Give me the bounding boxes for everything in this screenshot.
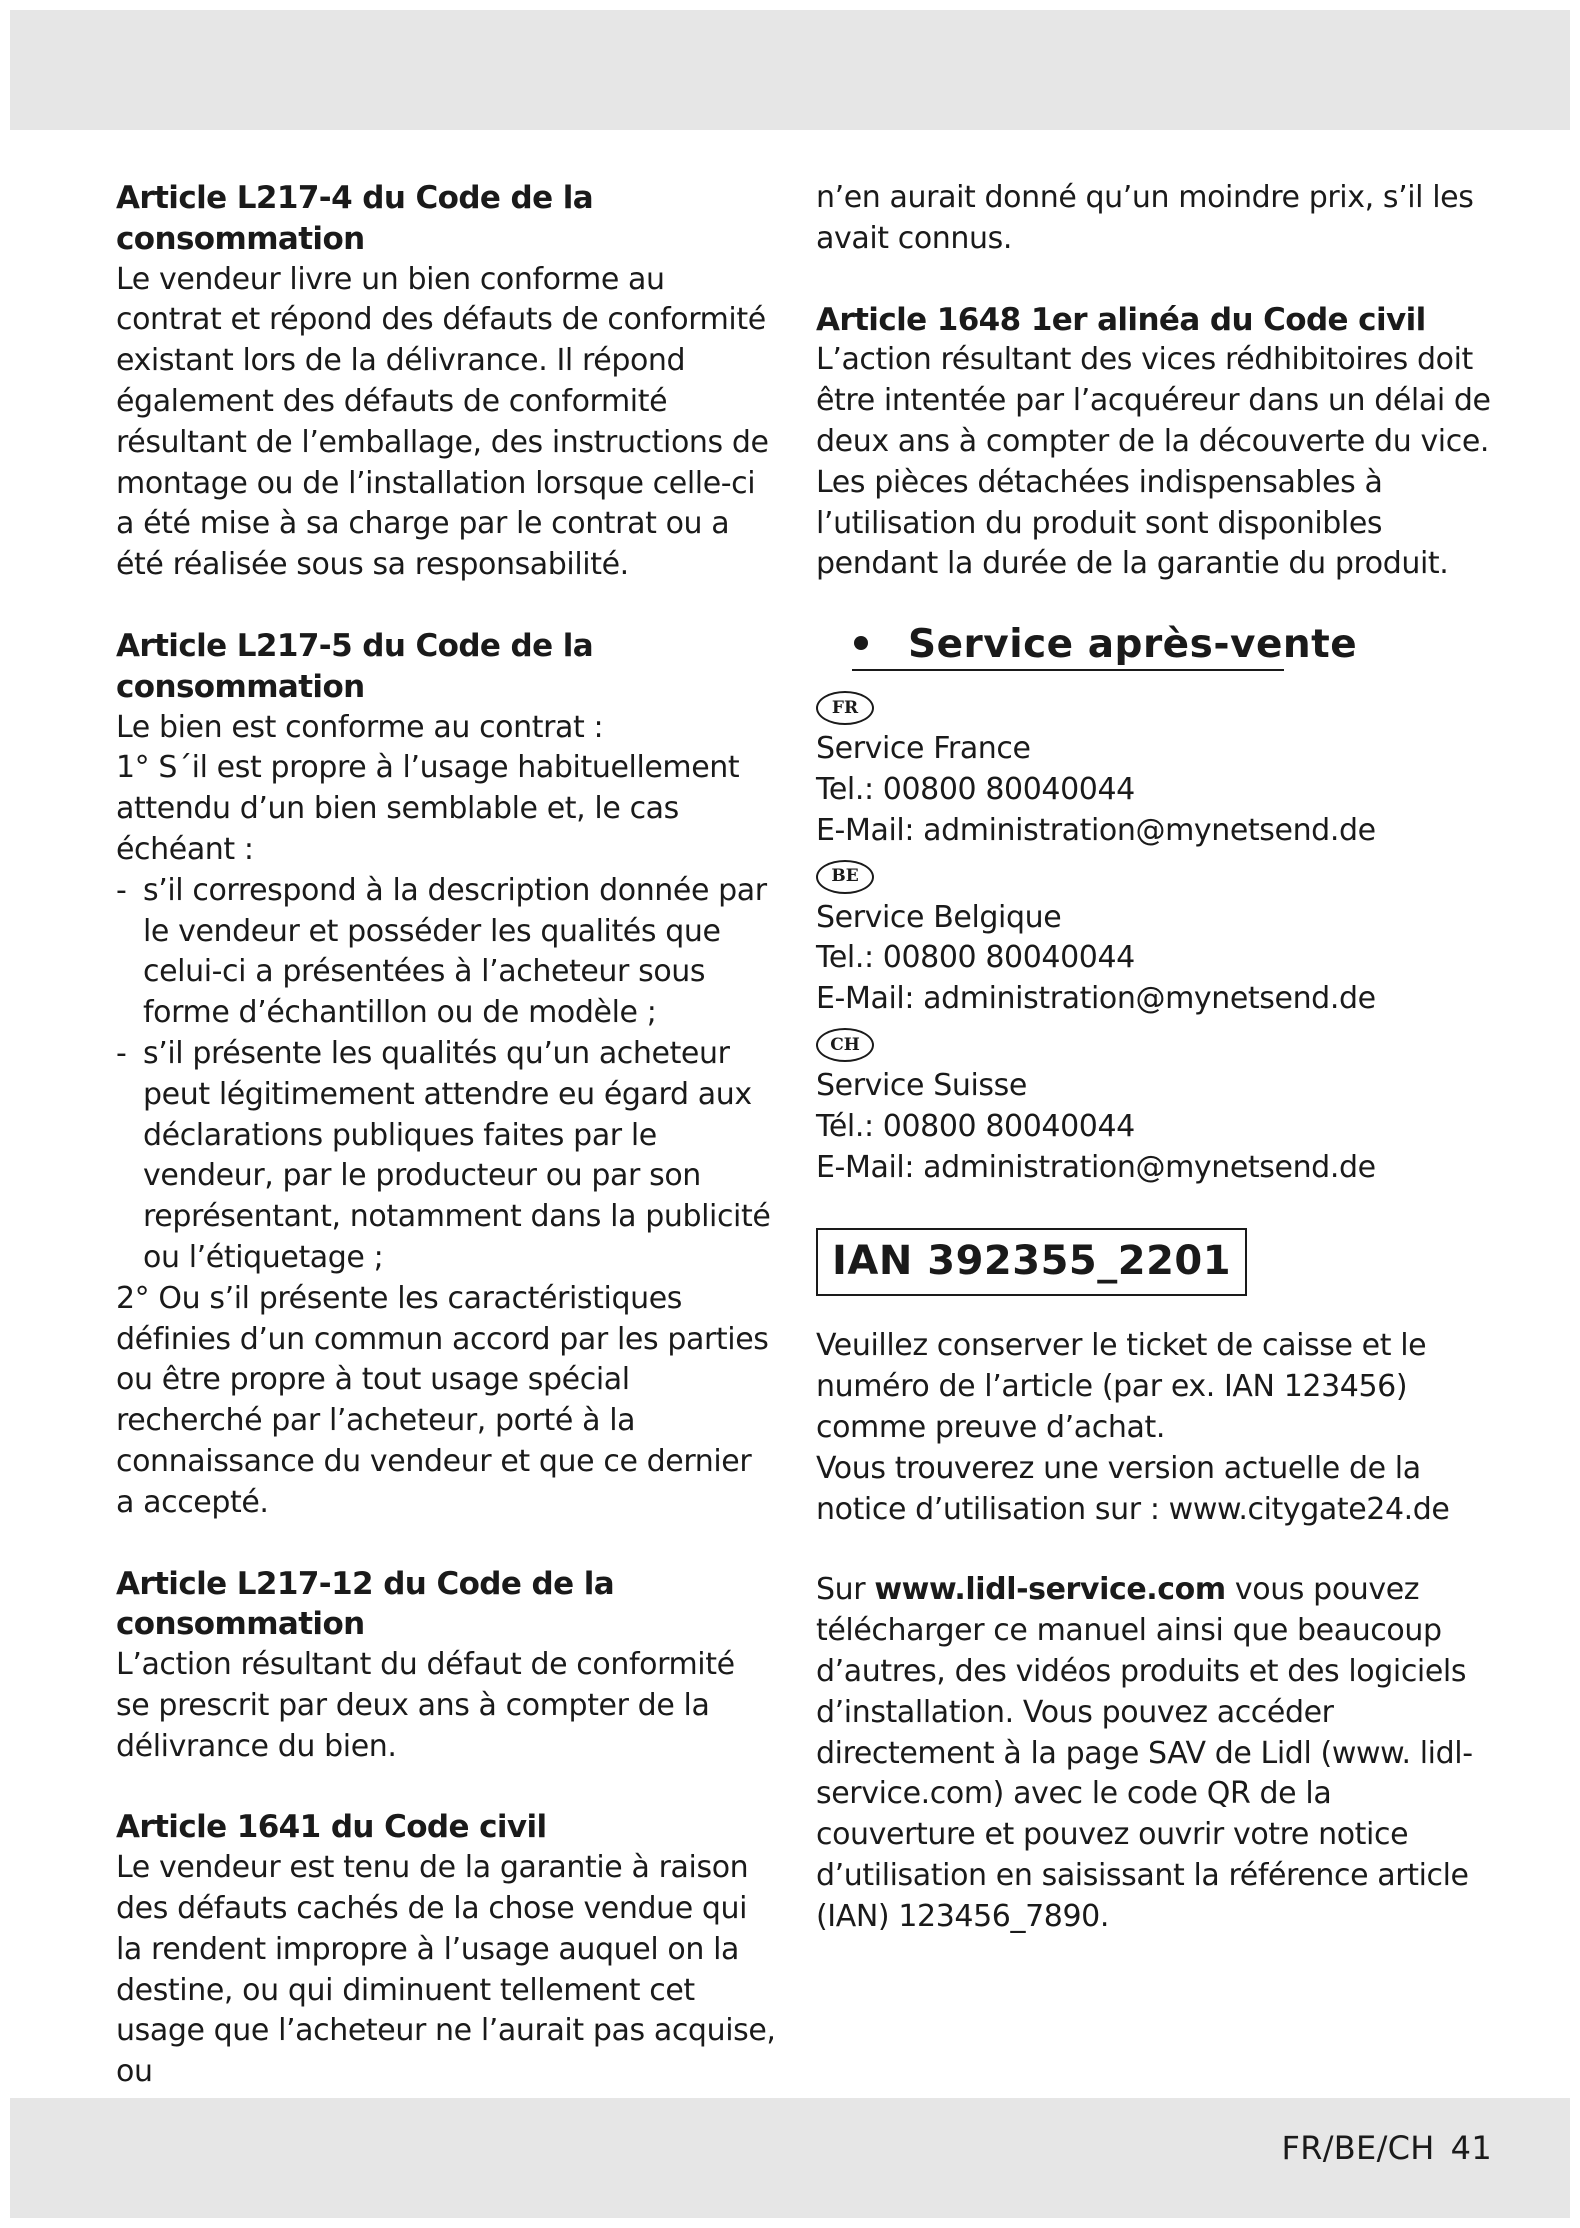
article-l217-5-heading: Article L217-5 du Code de la consommation (116, 627, 594, 705)
header-band (10, 10, 1570, 130)
service-phone: Tel.: 00800 80040044 (816, 771, 1135, 807)
article-l217-5-dash-list (116, 871, 776, 1279)
lidl-service-text: Sur www.lidl-service.com vous pouvez télécharger ce manuel ainsi que beaucoup d’autres, des vidéos produits et des logiciels d’installation. Vous pouvez accéder directement à la page SAV de Lidl (www. lidl-service.com) avec le code QR de la couverture et pouvez ouvrir votre notice d’utilisation en saisissant la référence article (IAN) 123456_7890. (816, 1572, 1473, 1934)
spare-parts-text: Les pièces détachées indispensables à l’utilisation du produit sont disponibles pendant la durée de la garantie du produit. (816, 464, 1449, 582)
page-number: 41 (1450, 2129, 1492, 2167)
service-email: E-Mail: administration@mynetsend.de (816, 981, 1376, 1017)
heading-underline (852, 669, 1284, 671)
article-1641-heading: Article 1641 du Code civil (116, 1809, 547, 1846)
page-footer (1281, 2128, 1492, 2168)
article-1641-body: Le vendeur est tenu de la garantie à raison des défauts cachés de la chose vendue qui la rendent impropre à l’usage auquel on la destine, ou qui diminuent tellement cet usage que l’acheteur ne l’aurait pas acquise, ou (116, 1850, 776, 2090)
service-email: E-Mail: administration@mynetsend.de (816, 1149, 1376, 1185)
footer-region: FR/BE/CH (1281, 2129, 1435, 2167)
list-item: - s’il correspond à la description donnée par le vendeur et posséder les qualités que celui-ci a présentées à l’acheteur sous forme d’échantillon ou de modèle ; (116, 871, 776, 1034)
article-1648-heading: Article 1648 1er alinéa du Code civil (816, 301, 1426, 338)
service-phone: Tél.: 00800 80040044 (816, 1108, 1135, 1144)
service-email: E-Mail: administration@mynetsend.de (816, 812, 1376, 848)
service-heading (816, 617, 1496, 673)
article-l217-4-body: Le vendeur livre un bien conforme au contrat et répond des défauts de conformité existant lors de la délivrance. Il répond également des défauts de conformité résultant de l’emballage, des instructions de montage ou de l’installation lorsque celle-ci a été mise à sa charge par le contrat ou a été réalisée sous sa responsabilité. (116, 261, 769, 583)
be-country-badge-icon: BE (816, 860, 874, 894)
fr-country-badge-icon: FR (816, 691, 874, 725)
ian-box: IAN 392355_2201 (816, 1228, 1247, 1296)
article-l217-5-point-1: 1° S´il est propre à l’usage habituellement attendu d’un bien semblable et, le cas échéant : (116, 750, 740, 867)
notice-text: Vous trouverez une version actuelle de la notice d’utilisation sur : www.citygate24.de (816, 1450, 1450, 1527)
service-france (816, 683, 1496, 851)
service-name: Service Suisse (816, 1067, 1027, 1103)
article-l217-12-body: L’action résultant du défaut de conformité se prescrit par deux ans à compter de la délivrance du bien. (116, 1647, 735, 1764)
right-column (816, 178, 1496, 1938)
service-name: Service France (816, 731, 1031, 767)
keep-receipt-text: Veuillez conserver le ticket de caisse et le numéro de l’article (par ex. IAN 123456) comme preuve d’achat. (816, 1328, 1427, 1445)
service-heading-text: Service après-vente (908, 622, 1358, 668)
service-belgique (816, 852, 1496, 1020)
article-1648-body: L’action résultant des vices rédhibitoires doit être intentée par l’acquéreur dans un délai de deux ans à compter de la découverte du vice. (816, 342, 1491, 459)
service-suisse (816, 1020, 1496, 1188)
article-l217-12-heading: Article L217-12 du Code de la consommation (116, 1565, 615, 1643)
article-l217-4-heading: Article L217-4 du Code de la consommation (116, 180, 594, 257)
article-1641-continuation: n’en aurait donné qu’un moindre prix, s’il les avait connus. (816, 180, 1474, 256)
article-l217-5-point-2: 2° Ou s’il présente les caractéristiques définies d’un commun accord par les parties ou être propre à tout usage spécial recherché par l’acheteur, porté à la connaissance du vendeur et que ce dernier a accepté. (116, 1280, 769, 1520)
list-item: - s’il présente les qualités qu’un acheteur peut légitimement attendre eu égard aux déclarations publiques faites par le vendeur, par le producteur ou par son représentant, notamment dans la publicité ou l’étiquetage ; (116, 1034, 776, 1279)
service-phone: Tel.: 00800 80040044 (816, 940, 1135, 976)
article-l217-5-intro: Le bien est conforme au contrat : (116, 709, 604, 745)
lidl-service-link: www.lidl-service.com (874, 1572, 1226, 1608)
service-name: Service Belgique (816, 899, 1062, 935)
bullet-icon (854, 636, 868, 650)
left-column (116, 178, 776, 2093)
ch-country-badge-icon: CH (816, 1028, 874, 1062)
